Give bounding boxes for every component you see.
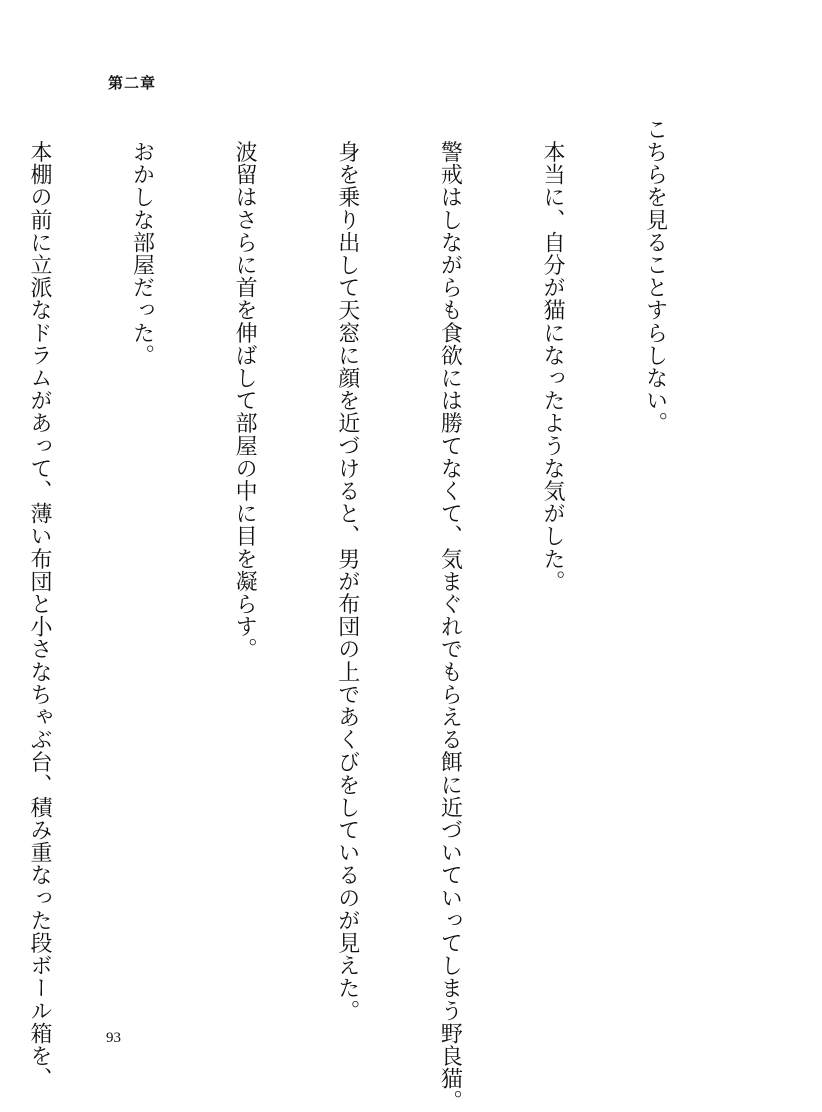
- text-line: 波留はさらに首を伸ばして部屋の中に目を凝らす。: [232, 118, 258, 661]
- text-line: 本当に、自分が猫になったような気がした。: [539, 118, 565, 593]
- page-number: 93: [106, 1030, 121, 1046]
- text-line: 身を乗り出して天窓に顔を近づけると、男が布団の上であくびをしているのが見えた。: [334, 118, 360, 1022]
- text-line: 警戒はしながらも食欲には勝てなくて、気まぐれでもらえる餌に近づいていってしまう野良猫。: [437, 118, 463, 1112]
- text-line: おかしな部屋だった。: [129, 118, 155, 367]
- text-line: 本棚の前に立派なドラムがあって、薄い布団と小さなちゃぶ台、積み重なった段ボール箱を、: [26, 118, 52, 1090]
- chapter-title: 第二章: [108, 74, 157, 92]
- text-line: こちらを見ることすらしない。: [642, 118, 668, 435]
